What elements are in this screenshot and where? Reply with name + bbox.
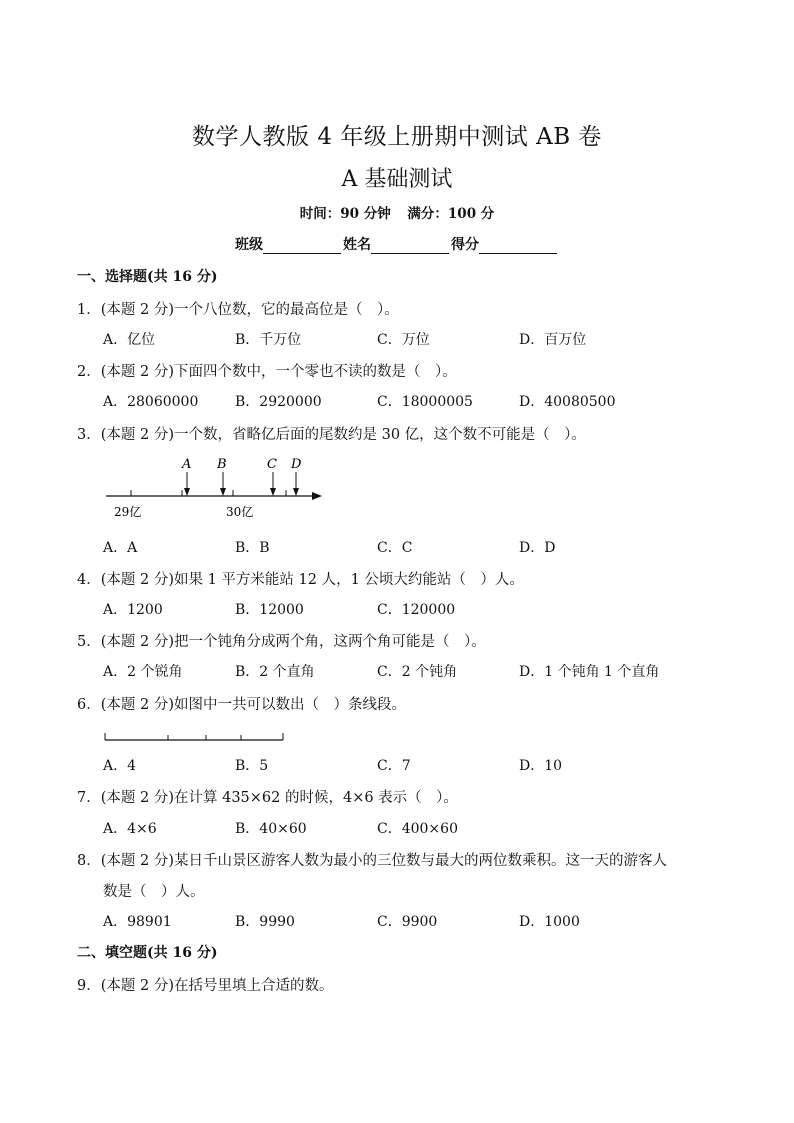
q5-option-c[interactable]: C．2 个钝角 (377, 664, 458, 680)
q4-option-a[interactable]: A．1200 (103, 602, 163, 618)
q4-option-c[interactable]: C．120000 (377, 602, 456, 618)
arrow-b (220, 472, 226, 496)
name-field[interactable] (371, 239, 449, 254)
label-c: C (267, 457, 277, 472)
q1-option-b[interactable]: B．千万位 (235, 332, 302, 348)
q1-option-a[interactable]: A．亿位 (103, 332, 156, 348)
q8-option-b[interactable]: B．9990 (235, 914, 295, 930)
q6-option-a[interactable]: A．4 (103, 758, 137, 774)
label-d: D (291, 457, 302, 472)
page-subtitle: A 基础测试 (341, 167, 453, 192)
q2-option-a[interactable]: A．28060000 (103, 394, 199, 410)
number-line-arrowhead (312, 492, 322, 500)
question-7: 7．(本题 2 分)在计算 435×62 的时候，4×6 表示（ ）。 (77, 790, 458, 806)
q1-option-c[interactable]: C．万位 (377, 332, 430, 348)
question-3: 3．(本题 2 分)一个数，省略亿后面的尾数约是 30 亿，这个数不可能是（ ）。 (77, 427, 586, 443)
question-1: 1．(本题 2 分)一个八位数，它的最高位是（ ）。 (77, 302, 399, 318)
segment-figure (100, 728, 290, 744)
q2-option-d[interactable]: D．40080500 (519, 394, 616, 410)
q7-option-a[interactable]: A．4×6 (103, 821, 157, 837)
q6-option-b[interactable]: B．5 (235, 758, 269, 774)
arrow-d (293, 472, 299, 496)
q1-option-d[interactable]: D．百万位 (519, 332, 587, 348)
q3-option-b[interactable]: B．B (235, 540, 270, 556)
question-4: 4．(本题 2 分)如果 1 平方米能站 12 人，1 公顷大约能站（ ）人。 (77, 572, 524, 588)
q7-option-b[interactable]: B．40×60 (235, 821, 307, 837)
section-title-fill: 二、填空题(共 16 分) (77, 945, 218, 961)
q7-option-c[interactable]: C．400×60 (377, 821, 458, 837)
question-8: 8．(本题 2 分)某日千山景区游客人数为最小的三位数与最大的两位数乘积。这一天的游客人 (77, 853, 667, 869)
label-a: A (182, 457, 192, 472)
q3-option-d[interactable]: D．D (519, 540, 556, 556)
score-label: 得分 (451, 237, 479, 253)
class-label: 班级 (235, 237, 263, 253)
arrow-c (270, 472, 276, 496)
q5-option-a[interactable]: A．2 个锐角 (103, 664, 183, 680)
class-field[interactable] (263, 239, 341, 254)
page-title: 数学人教版 4 年级上册期中测试 AB 卷 (192, 124, 602, 150)
q3-option-c[interactable]: C．C (377, 540, 413, 556)
question-5: 5．(本题 2 分)把一个钝角分成两个角，这两个角可能是（ ）。 (77, 634, 486, 650)
q2-option-c[interactable]: C．18000005 (377, 394, 473, 410)
q3-option-a[interactable]: A．A (103, 540, 138, 556)
time-limit: 时间：90 分钟 (299, 206, 391, 222)
question-6: 6．(本题 2 分)如图中一共可以数出（ ）条线段。 (77, 697, 406, 713)
section-title-choice: 一、选择题(共 16 分) (77, 269, 218, 285)
q2-option-b[interactable]: B．2920000 (235, 394, 322, 410)
student-info-fields (0, 234, 794, 254)
question-8-continued: 数是（ ）人。 (103, 884, 205, 900)
label-29-yi: 29亿 (114, 505, 142, 519)
label-30-yi: 30亿 (226, 505, 254, 519)
full-score: 满分：100 分 (407, 206, 495, 222)
q6-option-d[interactable]: D．10 (519, 758, 563, 774)
q8-option-a[interactable]: A．98901 (103, 914, 172, 930)
number-line-figure (100, 452, 330, 524)
question-2: 2．(本题 2 分)下面四个数中，一个零也不读的数是（ ）。 (77, 364, 457, 380)
q5-option-b[interactable]: B．2 个直角 (235, 664, 315, 680)
q4-option-b[interactable]: B．12000 (235, 602, 304, 618)
q8-option-d[interactable]: D．1000 (519, 914, 580, 930)
name-label: 姓名 (343, 237, 371, 253)
question-9: 9．(本题 2 分)在括号里填上合适的数。 (77, 978, 334, 994)
q5-option-d[interactable]: D．1 个钝角 1 个直角 (519, 664, 660, 680)
label-b: B (217, 457, 227, 472)
q8-option-c[interactable]: C．9900 (377, 914, 438, 930)
score-field[interactable] (479, 239, 557, 254)
exam-meta (0, 202, 794, 222)
q6-option-c[interactable]: C．7 (377, 758, 411, 774)
arrow-a (184, 472, 190, 496)
